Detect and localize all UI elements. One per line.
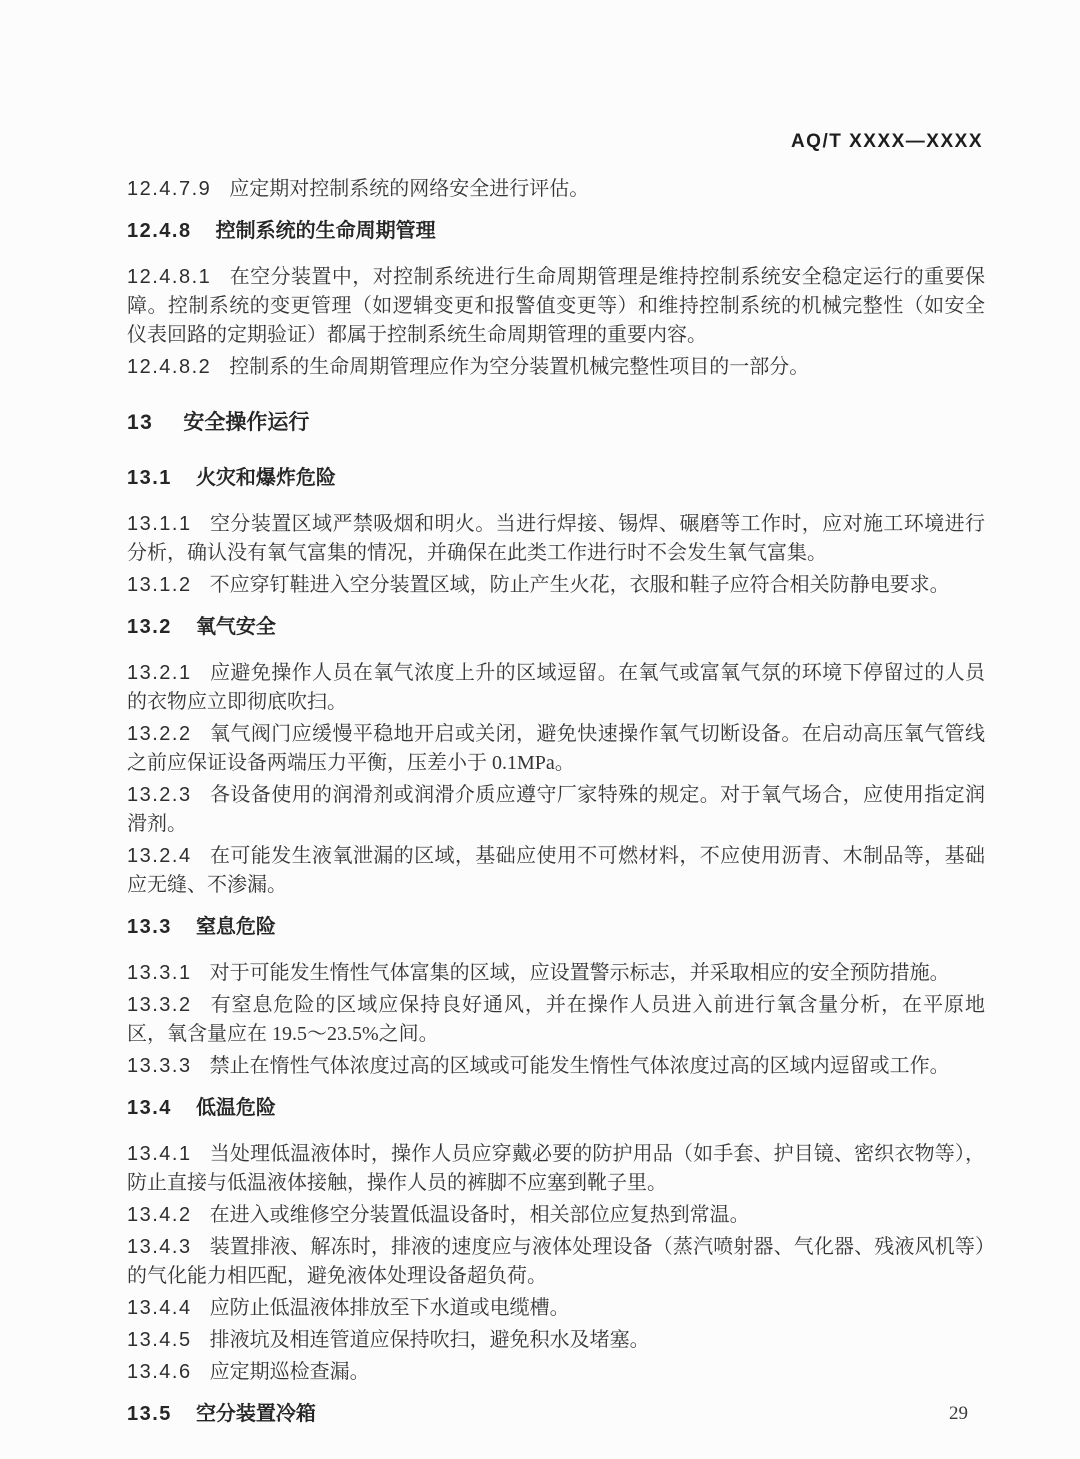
clause-number: 12.4.7.9 bbox=[127, 178, 212, 200]
heading-text: 安全操作运行 bbox=[183, 411, 310, 434]
heading-text: 空分装置冷箱 bbox=[195, 1403, 316, 1425]
clause bbox=[127, 991, 985, 1049]
clause-text: 应定期巡检查漏。 bbox=[209, 1361, 370, 1383]
clause-number: 12.4.8.1 bbox=[127, 266, 212, 288]
clause-number: 13.3.1 bbox=[127, 962, 192, 984]
heading-text: 低温危险 bbox=[195, 1097, 276, 1119]
clause-text: 对于可能发生惰性气体富集的区域，应设置警示标志，并采取相应的安全预防措施。 bbox=[209, 962, 950, 984]
clause bbox=[127, 1201, 985, 1230]
clause bbox=[127, 1326, 985, 1355]
clause bbox=[127, 1358, 985, 1387]
heading-number: 13.4 bbox=[127, 1097, 172, 1119]
clause-number: 13.3.3 bbox=[127, 1055, 192, 1077]
clause bbox=[127, 175, 985, 204]
heading-text: 窒息危险 bbox=[195, 916, 276, 938]
heading-text: 控制系统的生命周期管理 bbox=[215, 220, 436, 242]
clause bbox=[127, 1052, 985, 1081]
clause-text: 在进入或维修空分装置低温设备时，相关部位应复热到常温。 bbox=[209, 1204, 750, 1226]
clause-text: 禁止在惰性气体浓度过高的区域或可能发生惰性气体浓度过高的区域内逗留或工作。 bbox=[209, 1055, 950, 1077]
clause-text: 氧气阀门应缓慢平稳地开启或关闭，避免快速操作氧气切断设备。在启动高压氧气管线之前应保证设备两端压力平衡，压差小于 0.1MPa。 bbox=[127, 723, 985, 774]
clause-number: 12.4.8.2 bbox=[127, 356, 212, 378]
clause-text: 有窒息危险的区域应保持良好通风，并在操作人员进入前进行氧含量分析，在平原地区，氧含量应在 19.5～23.5%之间。 bbox=[127, 994, 985, 1045]
clause-text: 装置排液、解冻时，排液的速度应与液体处理设备（蒸汽喷射器、气化器、残液风机等）的气化能力相匹配，避免液体处理设备超负荷。 bbox=[127, 1236, 985, 1287]
heading-text: 氧气安全 bbox=[195, 616, 276, 638]
clause bbox=[127, 720, 985, 778]
clause-text: 不应穿钉鞋进入空分装置区域，防止产生火花，衣服和鞋子应符合相关防静电要求。 bbox=[209, 574, 950, 596]
section-heading bbox=[127, 464, 985, 493]
clause bbox=[127, 510, 985, 568]
heading-number: 13.1 bbox=[127, 467, 172, 489]
clause bbox=[127, 1233, 985, 1291]
section-heading bbox=[127, 1094, 985, 1123]
heading-number: 12.4.8 bbox=[127, 220, 192, 242]
clause-number: 13.1.1 bbox=[127, 513, 192, 535]
clause-text: 空分装置区域严禁吸烟和明火。当进行焊接、锡焊、碾磨等工作时，应对施工环境进行分析，确认没有氧气富集的情况，并确保在此类工作进行时不会发生氧气富集。 bbox=[127, 513, 985, 564]
clause-text: 在可能发生液氧泄漏的区域，基础应使用不可燃材料，不应使用沥青、木制品等，基础应无缝、不渗漏。 bbox=[127, 845, 985, 896]
page-number: 29 bbox=[949, 1403, 968, 1424]
section-heading bbox=[127, 1400, 985, 1429]
clause-number: 13.4.2 bbox=[127, 1204, 192, 1226]
standard-code-header: AQ/T XXXX—XXXX bbox=[790, 131, 983, 152]
heading-number: 13.3 bbox=[127, 916, 172, 938]
heading-number: 13.2 bbox=[127, 616, 172, 638]
clause-text: 当处理低温液体时，操作人员应穿戴必要的防护用品（如手套、护目镜、密织衣物等），防止直接与低温液体接触，操作人员的裤脚不应塞到靴子里。 bbox=[127, 1143, 985, 1194]
clause-text: 在空分装置中，对控制系统进行生命周期管理是维持控制系统安全稳定运行的重要保障。控制系统的变更管理（如逻辑变更和报警值变更等）和维持控制系统的机械完整性（如安全仪表回路的定期验证）都属于控制系统生命周期管理的重要内容。 bbox=[127, 266, 985, 346]
clause-number: 13.2.2 bbox=[127, 723, 192, 745]
clause-text: 各设备使用的润滑剂或润滑介质应遵守厂家特殊的规定。对于氧气场合，应使用指定润滑剂。 bbox=[127, 784, 985, 835]
clause-number: 13.2.1 bbox=[127, 662, 192, 684]
clause-number: 13.4.3 bbox=[127, 1236, 192, 1258]
clause-text: 应避免操作人员在氧气浓度上升的区域逗留。在氧气或富氧气氛的环境下停留过的人员的衣物应立即彻底吹扫。 bbox=[127, 662, 985, 713]
clause bbox=[127, 1294, 985, 1323]
clause-number: 13.4.5 bbox=[127, 1329, 192, 1351]
clause bbox=[127, 263, 985, 350]
clause-number: 13.2.3 bbox=[127, 784, 192, 806]
clause bbox=[127, 1140, 985, 1198]
clause-number: 13.4.4 bbox=[127, 1297, 192, 1319]
clause-number: 13.4.1 bbox=[127, 1143, 192, 1165]
heading-number: 13 bbox=[127, 411, 154, 434]
section-heading bbox=[127, 613, 985, 642]
heading-text: 火灾和爆炸危险 bbox=[195, 467, 336, 489]
clause-number: 13.2.4 bbox=[127, 845, 192, 867]
clause bbox=[127, 353, 985, 382]
chapter-heading bbox=[127, 408, 985, 437]
section-heading bbox=[127, 913, 985, 942]
clause bbox=[127, 659, 985, 717]
clause-number: 13.1.2 bbox=[127, 574, 192, 596]
clause bbox=[127, 842, 985, 900]
clause-text: 应防止低温液体排放至下水道或电缆槽。 bbox=[209, 1297, 570, 1319]
clause-number: 13.4.6 bbox=[127, 1361, 192, 1383]
clause bbox=[127, 571, 985, 600]
heading-number: 13.5 bbox=[127, 1403, 172, 1425]
clause-text: 应定期对控制系统的网络安全进行评估。 bbox=[229, 178, 590, 200]
clause-text: 排液坑及相连管道应保持吹扫，避免积水及堵塞。 bbox=[209, 1329, 650, 1351]
document-body bbox=[127, 0, 985, 1446]
clause-number: 13.3.2 bbox=[127, 994, 192, 1016]
clause bbox=[127, 781, 985, 839]
section-heading bbox=[127, 217, 985, 246]
clause-text: 控制系的生命周期管理应作为空分装置机械完整性项目的一部分。 bbox=[229, 356, 810, 378]
clause bbox=[127, 959, 985, 988]
